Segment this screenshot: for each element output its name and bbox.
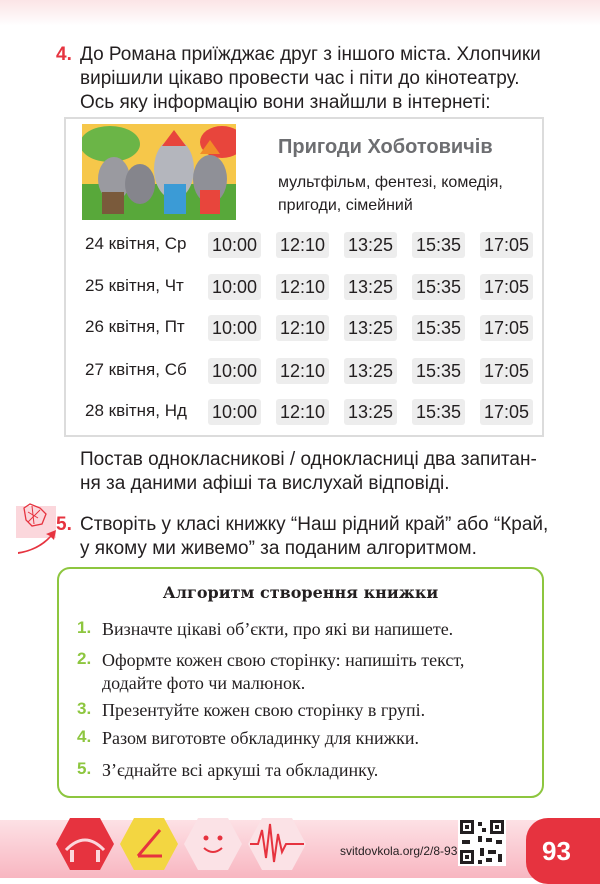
showtime: 10:00	[208, 399, 261, 425]
sound-wave-icon	[248, 818, 306, 870]
schedule-row	[66, 397, 542, 427]
showtime: 13:25	[344, 315, 397, 341]
task-5-number: 5.	[56, 514, 72, 535]
showtime: 12:10	[276, 358, 329, 384]
smiley-icon	[184, 818, 242, 870]
schedule-date: 27 квітня, Сб	[85, 360, 187, 379]
schedule-row	[66, 230, 542, 260]
showtime: 13:25	[344, 399, 397, 425]
showtime: 15:35	[412, 315, 465, 341]
schedule-date: 25 квітня, Чт	[85, 276, 184, 295]
movie-genre: мультфільм, фентезі, комедія, пригоди, сімейний	[278, 174, 503, 214]
showtime: 15:35	[412, 232, 465, 258]
top-band	[0, 0, 600, 26]
showtime: 13:25	[344, 274, 397, 300]
task-5-text: Створіть у класі книжку “Наш рідний край” або “Край, у якому ми живемо” за поданим алгоритмом.	[80, 514, 549, 559]
task-4-question: Постав однокласникові / однокласниці два запитан- ня за даними афіші та вислухай відповіді.	[80, 449, 537, 494]
showtime: 13:25	[344, 358, 397, 384]
step-text: Разом виготовте обкладинку для книжки.	[102, 728, 419, 748]
step-text: Визначте цікаві об’єкти, про які ви напишете.	[102, 619, 454, 639]
showtime: 17:05	[480, 232, 533, 258]
footer-icon-strip	[56, 812, 306, 878]
step-text: Презентуйте кожен свою сторінку в групі.	[102, 700, 426, 720]
schedule-row	[66, 356, 542, 386]
showtime: 13:25	[344, 232, 397, 258]
schedule-date: 26 квітня, Пт	[85, 317, 185, 336]
showtime: 17:05	[480, 358, 533, 384]
algorithm-title: Алгоритм створення книжки	[162, 583, 439, 602]
footer-url[interactable]: svitdovkola.org/2/8-93	[340, 844, 458, 858]
step-number: 4.	[77, 727, 92, 746]
group-work-icon	[16, 500, 56, 554]
schedule-row	[66, 272, 542, 302]
showtime: 10:00	[208, 274, 261, 300]
task-4-text: До Романа приїжджає друг з іншого міста. Хлопчики вирішили цікаво провести час і піти до кінотеатру. Ось яку інформацію вони знайшли в інтернеті:	[80, 44, 541, 113]
showtime: 10:00	[208, 315, 261, 341]
showtime: 17:05	[480, 274, 533, 300]
movie-title: Пригоди Хоботовичів	[278, 136, 493, 158]
showtime: 15:35	[412, 399, 465, 425]
angle-symbol-icon	[120, 818, 178, 870]
task-4-number: 4.	[56, 44, 72, 65]
movie-illustration	[82, 124, 236, 220]
showtime: 12:10	[276, 274, 329, 300]
showtime: 15:35	[412, 358, 465, 384]
showtime: 10:00	[208, 358, 261, 384]
step-number: 2.	[77, 649, 92, 668]
showtime: 12:10	[276, 232, 329, 258]
showtime: 17:05	[480, 399, 533, 425]
showtime: 10:00	[208, 232, 261, 258]
showtime: 12:10	[276, 315, 329, 341]
showtime: 17:05	[480, 315, 533, 341]
step-number: 3.	[77, 699, 92, 718]
schedule-row	[66, 313, 542, 343]
showtime: 12:10	[276, 399, 329, 425]
step-text: Оформте кожен свою сторінку: напишіть текст, додайте фото чи малюнок.	[102, 650, 465, 693]
step-number: 5.	[77, 759, 92, 778]
schedule-date: 24 квітня, Ср	[85, 234, 187, 253]
algorithm-box	[57, 567, 544, 798]
page-number: 93	[526, 818, 600, 884]
hexagon-bridge-icon	[56, 818, 114, 870]
schedule-date: 28 квітня, Нд	[85, 401, 187, 420]
step-text: З’єднайте всі аркуші та обкладинку.	[102, 760, 379, 780]
qr-code-icon[interactable]	[458, 818, 506, 866]
step-number: 1.	[77, 618, 92, 637]
showtime: 15:35	[412, 274, 465, 300]
movie-poster	[64, 117, 544, 437]
